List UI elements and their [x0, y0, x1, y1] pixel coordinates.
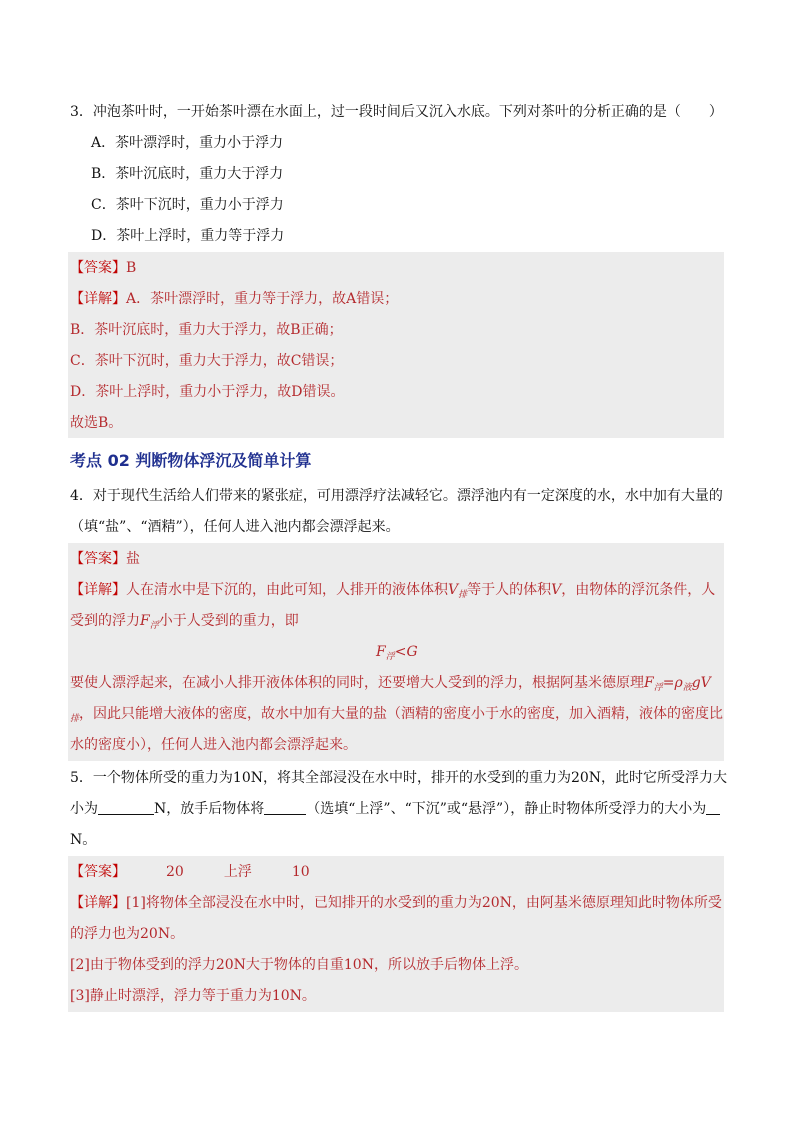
q3-answer-value: B	[126, 260, 137, 276]
answer-blank	[264, 800, 306, 815]
q4-detail-text: 等于人的体积	[467, 582, 552, 598]
q4-detail-text: 受到的浮力	[70, 613, 140, 629]
q3-detail-b: B．茶叶沉底时，重力大于浮力，故B正确；	[70, 322, 343, 338]
q4-formula	[376, 642, 418, 667]
q5-stem-text: 小为	[70, 801, 98, 817]
var-f: F	[644, 675, 654, 691]
q3-option-b: B．茶叶沉底时，重力大于浮力	[91, 166, 284, 182]
var-v: V	[448, 582, 459, 598]
q3-option-c: C．茶叶下沉时，重力小于浮力	[91, 197, 284, 213]
formula-rest: <G	[394, 644, 418, 660]
answer-tag: 【答案】	[70, 551, 126, 567]
answer-blank	[98, 800, 154, 815]
q5-detail-line-1	[70, 893, 722, 913]
answer-blank	[706, 800, 720, 815]
var-f: F	[140, 613, 150, 629]
q5-stem-line-3: N。	[70, 832, 97, 848]
q3-detail-d: D．茶叶上浮时，重力小于浮力，故D错误。	[70, 384, 345, 400]
q3-detail-conclusion: 故选B。	[70, 415, 123, 431]
subscript: 浮	[149, 621, 159, 631]
q5-detail-line-4: [3]静止时漂浮，浮力等于重力为10N。	[70, 988, 316, 1004]
q3-answer	[70, 258, 136, 278]
formula-gv: gV	[691, 675, 711, 691]
subscript: 排	[70, 714, 80, 724]
var-v: V	[551, 582, 562, 598]
q4-detail-text: 小于人受到的重力，即	[158, 613, 299, 629]
subscript: 浮	[653, 683, 663, 693]
q3-detail-line-1	[70, 289, 398, 309]
subscript: 液	[682, 683, 692, 693]
q5-answer-2: 上浮	[223, 864, 252, 880]
q4-detail-line-3	[70, 673, 711, 698]
q4-detail-text: 人在清水中是下沉的，由此可知，人排开的液体体积	[126, 582, 448, 598]
q3-detail-a: A．茶叶漂浮时，重力等于浮力，故A错误；	[126, 291, 399, 307]
detail-tag: 【详解】	[70, 582, 126, 598]
q5-answer-1: 20	[166, 864, 184, 880]
q5-stem-text: N，放手后物体将	[154, 801, 265, 817]
q4-detail-text: ，由物体的浮沉条件，人	[561, 582, 716, 598]
q5-detail-text: [1]将物体全部浸没在水中时，已知排开的水受到的重力为20N，由阿基米德原理知此时物体所受	[126, 895, 722, 911]
formula-eq: =ρ	[662, 675, 683, 691]
q5-stem-line-1: 5．一个物体所受的重力为10N，将其全部浸没在水中时，排开的水受到的重力为20N，此时它所受浮力大	[70, 770, 728, 786]
q4-detail-line-1	[70, 580, 715, 605]
var-f: F	[376, 644, 386, 660]
q3-stem: 3．冲泡茶叶时，一开始茶叶漂在水面上，过一段时间后又沉入水底。下列对茶叶的分析正确的是（ ）	[70, 104, 723, 120]
q4-answer	[70, 549, 140, 569]
detail-tag: 【详解】	[70, 895, 126, 911]
subscript: 浮	[385, 652, 395, 662]
q4-detail-line-4	[70, 704, 723, 729]
q4-stem-line-1: 4．对于现代生活给人们带来的紧张症，可用漂浮疗法减轻它。漂浮池内有一定深度的水，水中加有大量的	[70, 488, 723, 504]
q5-stem-line-2	[70, 799, 720, 819]
subscript: 排	[458, 590, 468, 600]
section-title: 考点 02 判断物体浮沉及简单计算	[70, 451, 312, 470]
q4-answer-value: 盐	[126, 551, 140, 567]
q5-detail-line-2: 的浮力也为20N。	[70, 926, 185, 942]
q5-answer	[70, 862, 310, 882]
q4-detail-line-5: 水的密度小），任何人进入池内都会漂浮起来。	[70, 737, 357, 753]
answer-tag: 【答案】	[70, 864, 126, 880]
q3-detail-c: C．茶叶下沉时，重力大于浮力，故C错误；	[70, 353, 344, 369]
q5-answer-3: 10	[291, 864, 310, 880]
q5-stem-text: （选填“上浮”、“下沉”或“悬浮”），静止时物体所受浮力的大小为	[306, 801, 707, 817]
q3-option-d: D．茶叶上浮时，重力等于浮力	[91, 228, 285, 244]
q5-detail-line-3: [2]由于物体受到的浮力20N大于物体的自重10N，所以放手后物体上浮。	[70, 957, 528, 973]
q4-detail-text: 要使人漂浮起来，在减小人排开液体体积的同时，还要增大人受到的浮力，根据阿基米德原理	[70, 675, 644, 691]
q4-detail-line-2	[70, 611, 299, 636]
q3-solution-box	[68, 252, 724, 438]
q4-detail-text: ，因此只能增大液体的密度，故水中加有大量的盐（酒精的密度小于水的密度，加入酒精，液体的密度比	[79, 706, 724, 722]
detail-tag: 【详解】	[70, 291, 126, 307]
answer-tag: 【答案】	[70, 260, 126, 276]
q4-stem-line-2: （填“盐”、“酒精”），任何人进入池内都会漂浮起来。	[70, 519, 400, 535]
q3-option-a: A．茶叶漂浮时，重力小于浮力	[91, 135, 284, 151]
